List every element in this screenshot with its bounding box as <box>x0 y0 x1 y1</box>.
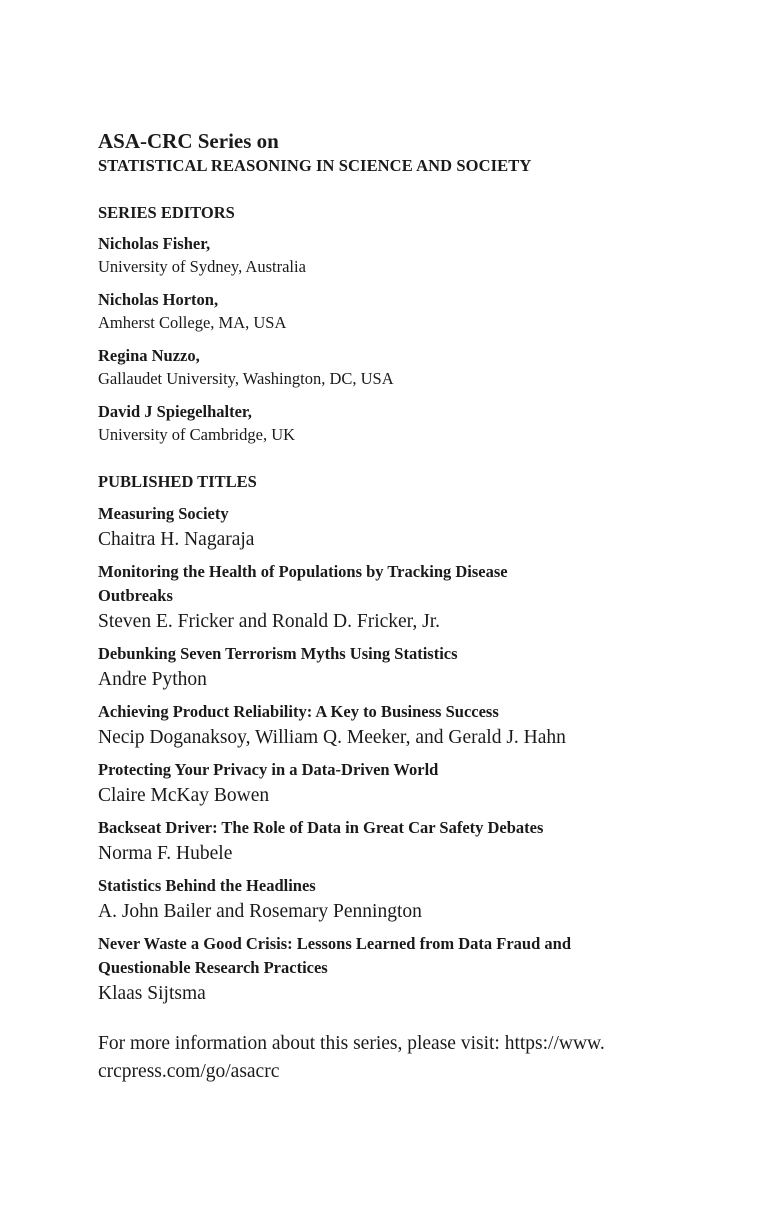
book-authors: Claire McKay Bowen <box>98 785 270 806</box>
book-title: Statistics Behind the Headlines <box>98 876 316 895</box>
editor-name: Regina Nuzzo, <box>98 346 200 365</box>
book-title-continued: Questionable Research Practices <box>98 958 328 977</box>
published-title-entry <box>98 816 698 868</box>
editor-affiliation: University of Cambridge, UK <box>98 425 296 444</box>
editor-name: David J Spiegelhalter, <box>98 402 252 421</box>
editor-entry <box>98 233 698 279</box>
editor-name: Nicholas Horton, <box>98 290 219 309</box>
book-title: Debunking Seven Terrorism Myths Using Statistics <box>98 644 458 663</box>
series-page <box>98 128 698 1086</box>
editor-affiliation: University of Sydney, Australia <box>98 257 306 276</box>
book-title: Backseat Driver: The Role of Data in Great Car Safety Debates <box>98 818 544 837</box>
book-authors: Klaas Sijtsma <box>98 983 206 1004</box>
published-title-entry <box>98 502 698 554</box>
editor-entry <box>98 345 698 391</box>
more-information-note <box>98 1030 688 1086</box>
series-subtitle: STATISTICAL REASONING IN SCIENCE AND SOCIETY <box>98 156 532 175</box>
editor-entry <box>98 289 698 335</box>
editor-affiliation: Gallaudet University, Washington, DC, USA <box>98 369 394 388</box>
published-title-entry <box>98 700 698 752</box>
book-title: Measuring Society <box>98 504 229 523</box>
more-info-url: crcpress.com/go/asacrc <box>98 1061 280 1082</box>
book-authors: Norma F. Hubele <box>98 843 233 864</box>
book-authors: Andre Python <box>98 669 207 690</box>
book-title: Protecting Your Privacy in a Data-Driven World <box>98 760 439 779</box>
book-title: Never Waste a Good Crisis: Lessons Learned from Data Fraud and <box>98 934 572 953</box>
editor-affiliation: Amherst College, MA, USA <box>98 313 287 332</box>
published-titles-heading: PUBLISHED TITLES <box>98 472 257 491</box>
editor-entry <box>98 401 698 447</box>
book-title: Monitoring the Health of Populations by Tracking Disease <box>98 562 508 581</box>
series-title: ASA-CRC Series on <box>98 129 279 153</box>
published-title-entry <box>98 758 698 810</box>
book-authors: Necip Doganaksoy, William Q. Meeker, and Gerald J. Hahn <box>98 727 566 748</box>
series-editors-heading: SERIES EDITORS <box>98 203 235 222</box>
editor-name: Nicholas Fisher, <box>98 234 211 253</box>
book-authors: A. John Bailer and Rosemary Pennington <box>98 901 422 922</box>
published-title-entry <box>98 560 698 636</box>
book-title-continued: Outbreaks <box>98 586 173 605</box>
book-authors: Chaitra H. Nagaraja <box>98 529 255 550</box>
more-info-text: For more information about this series, please visit: https://www. <box>98 1033 605 1054</box>
published-title-entry <box>98 874 698 926</box>
book-authors: Steven E. Fricker and Ronald D. Fricker, Jr. <box>98 611 441 632</box>
book-title: Achieving Product Reliability: A Key to Business Success <box>98 702 499 721</box>
published-title-entry <box>98 932 698 1008</box>
published-title-entry <box>98 642 698 694</box>
